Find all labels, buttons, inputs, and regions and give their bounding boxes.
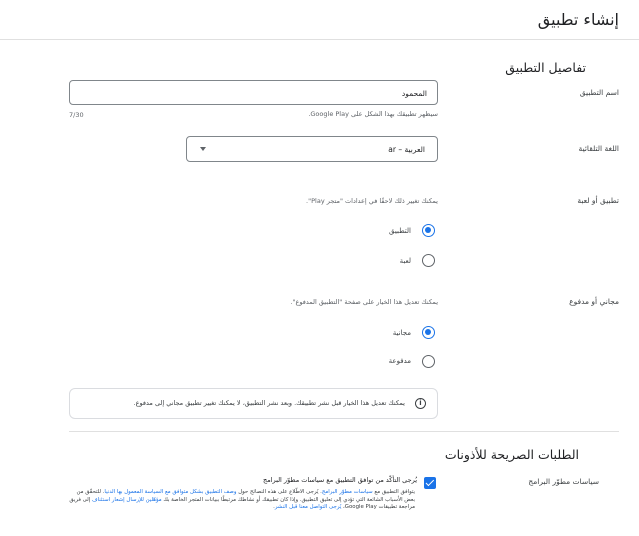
developer-policies-checkbox[interactable]	[424, 477, 436, 489]
developer-policies-label: سياسات مطوّر البرامج	[528, 477, 599, 486]
appeal-link[interactable]: مؤهّلين للإرسال إشعار استئناف	[91, 496, 162, 503]
app-details-section-title: تفاصيل التطبيق	[505, 60, 586, 75]
free-paid-info-text: يمكنك تعديل هذا الخيار قبل نشر تطبيقك. وبعد نشر التطبيق، لا يمكنك تغيير تطبيق مجاني إلى مدفوع.	[133, 399, 405, 407]
consent-text-5: .	[273, 504, 275, 510]
free-or-paid-hint: يمكنك تعديل هذا الخيار على صفحة "التطبيق المدفوع".	[290, 298, 438, 306]
free-or-paid-label: مجاني أو مدفوع	[569, 297, 619, 306]
free-radio-label: مجانية	[392, 329, 411, 337]
header-divider	[0, 39, 639, 40]
consent-text-2: . يُرجى الاطّلاع على هذه النصائح حول	[238, 489, 322, 495]
section-divider	[69, 431, 619, 432]
default-language-value: العربية – ar	[388, 145, 425, 154]
app-description-link[interactable]: وصف التطبيق بشكل متوافق مع السياسة المعمول بها الدنيا	[104, 489, 237, 495]
developer-policies-body	[68, 489, 415, 512]
declarations-section-title: الطلبات الصريحة للأذونات	[444, 447, 579, 462]
app-name-counter: 7/30	[69, 111, 84, 119]
paid-radio-label: مدفوعة	[388, 357, 411, 365]
app-name-input[interactable]	[70, 82, 437, 105]
developer-policies-link[interactable]: سياسات مطوّر البرامج	[321, 489, 373, 495]
free-paid-info-card	[69, 388, 438, 419]
consent-text-1: يتوافق التطبيق مع	[374, 489, 415, 495]
app-name-hint: سيظهر تطبيقك بهذا الشكل على Google Play.	[308, 110, 438, 118]
developer-policies-title: يُرجى التأكّد من توافق التطبيق مع سياسات مطوّر البرامج	[263, 476, 417, 484]
contact-us-link[interactable]: يُرجى التواصل معنا قبل النشر	[274, 504, 342, 510]
app-name-label: اسم التطبيق	[579, 88, 619, 97]
default-language-select[interactable]	[186, 136, 438, 162]
paid-radio[interactable]	[422, 355, 435, 368]
app-or-game-label: تطبيق أو لعبة	[577, 196, 619, 205]
default-language-label: اللغة التلقائية	[578, 144, 619, 153]
game-radio[interactable]	[422, 254, 435, 267]
app-or-game-hint: يمكنك تغيير ذلك لاحقًا في إعدادات "متجر Play".	[306, 197, 438, 205]
free-radio[interactable]	[422, 326, 435, 339]
app-radio-label: التطبيق	[389, 227, 411, 235]
app-radio[interactable]	[422, 224, 435, 237]
game-radio-label: لعبة	[399, 257, 411, 265]
consent-text-4: إلى فريق مراجعة تطبيقات Google Play،	[69, 496, 415, 510]
app-name-field[interactable]	[69, 80, 438, 105]
info-icon: i	[415, 398, 426, 409]
consent-text-3: . للتحقّق من بعض الأسباب الشائعة التي تؤدي إلى تعليق التطبيق. وإذا كان تطبيقك أو نشاطك مرتبطًا ببيانات المتجر الخاصة بك	[76, 489, 415, 503]
page-title: إنشاء تطبيق	[537, 10, 619, 29]
chevron-down-icon	[200, 147, 206, 151]
